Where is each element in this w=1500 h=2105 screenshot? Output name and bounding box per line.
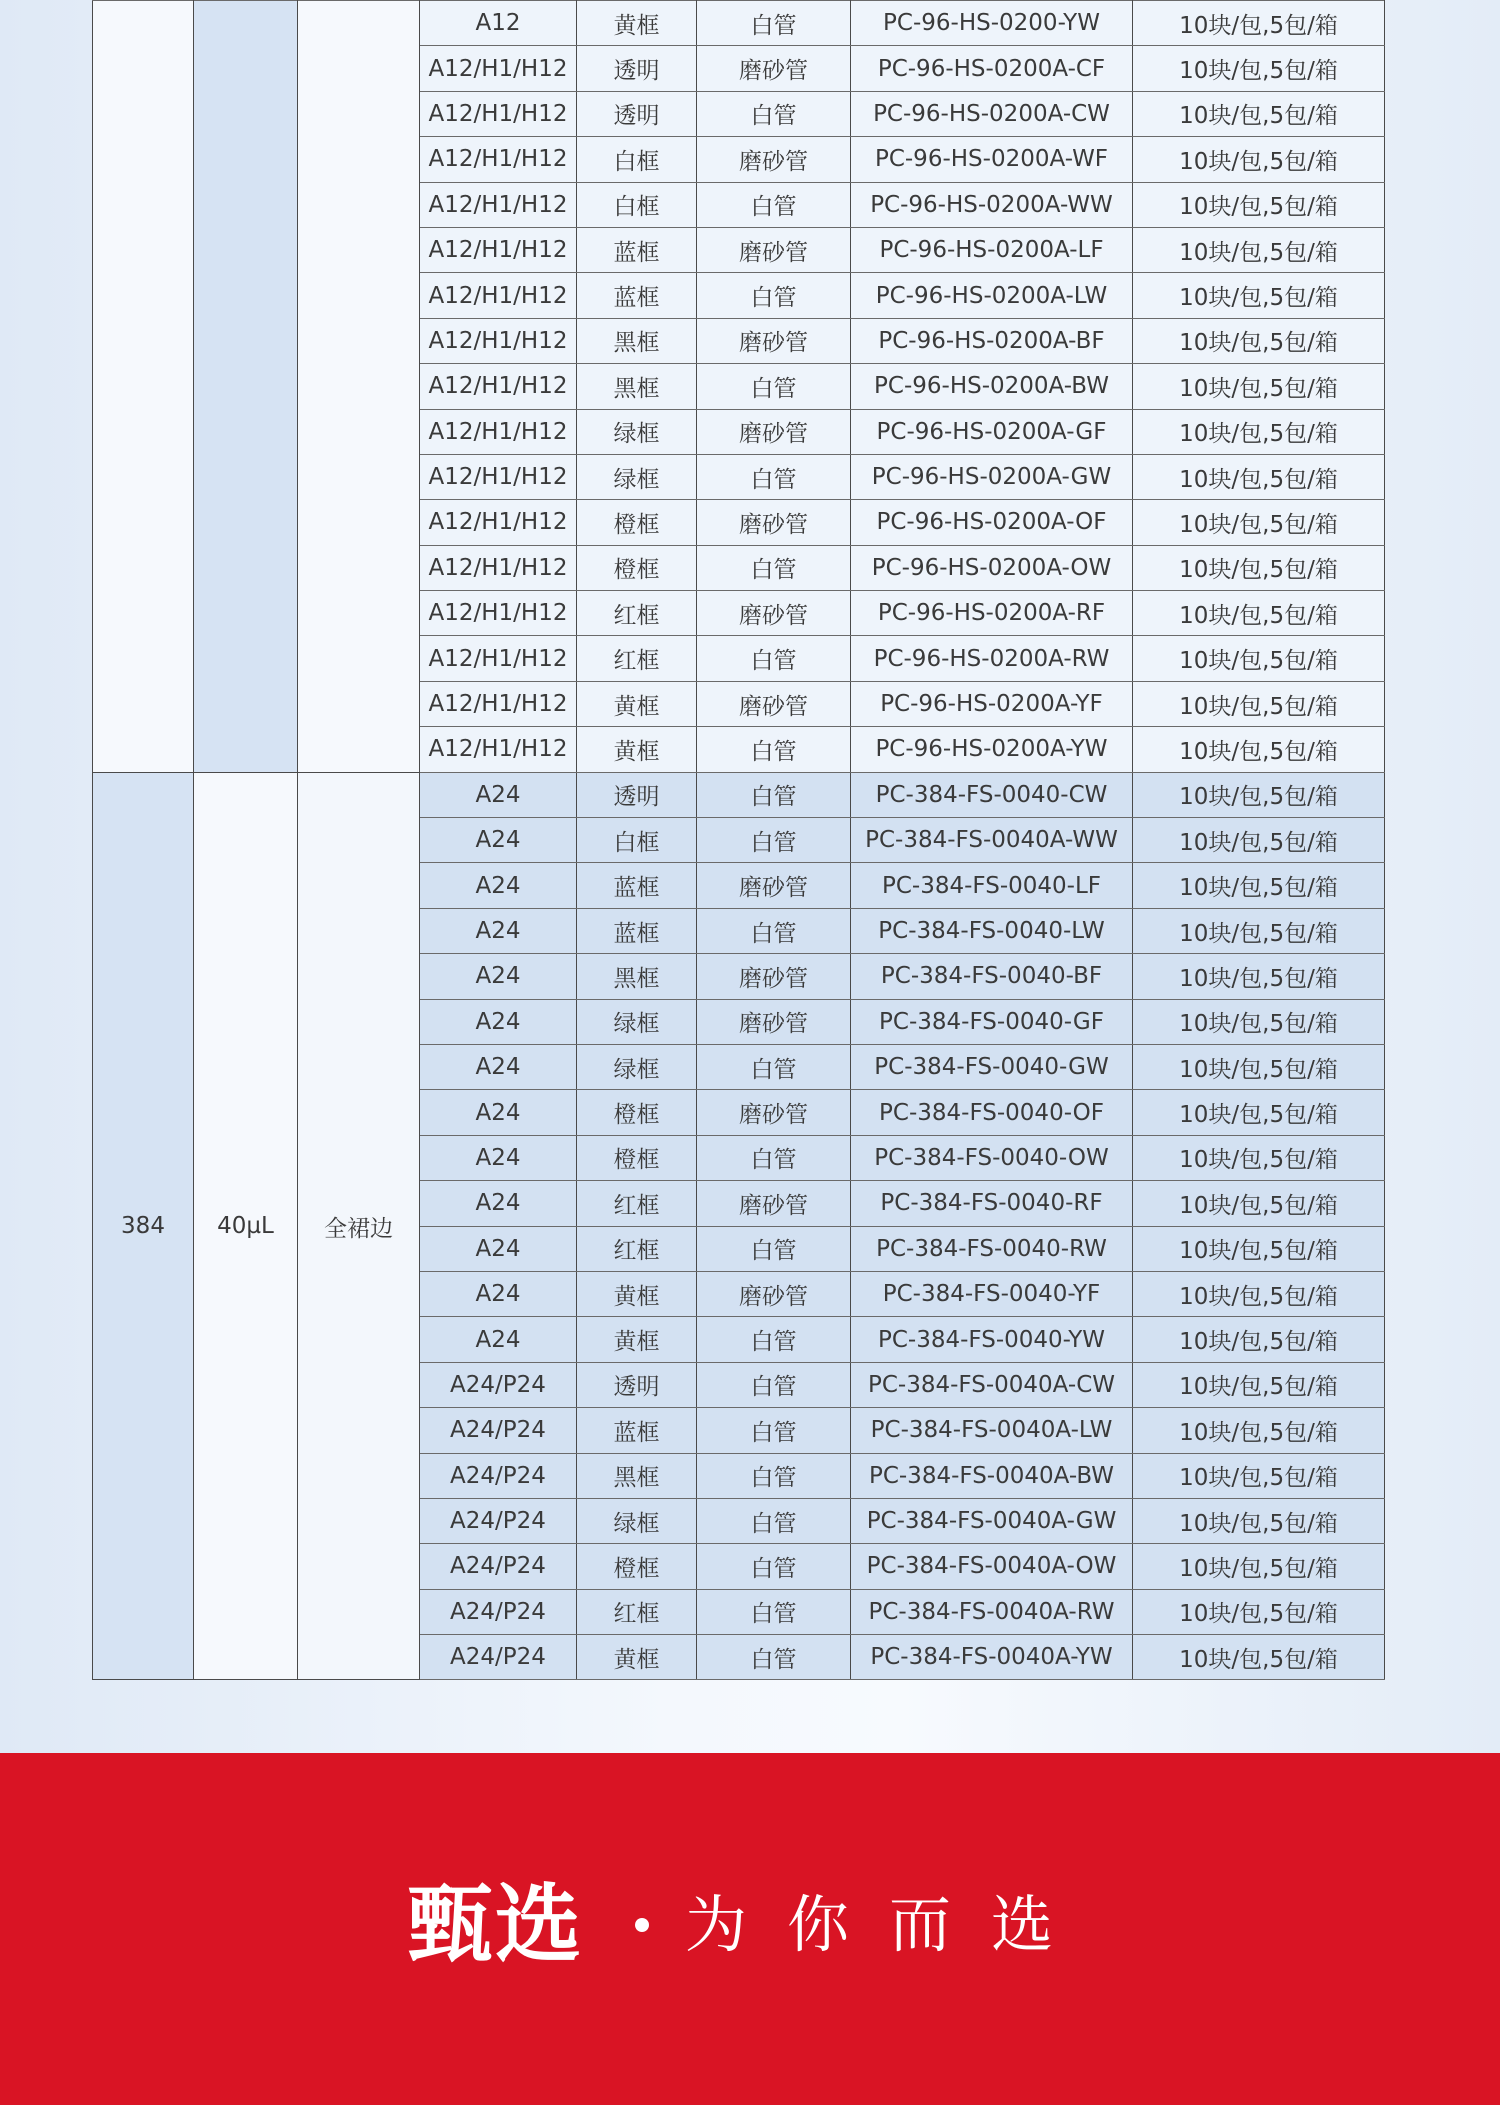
plate-format-cell: 384 [93, 772, 194, 1680]
frame-color-cell: 蓝框 [577, 908, 697, 953]
packaging-cell: 10块/包,5包/箱 [1133, 1453, 1385, 1498]
frame-color-cell: 白框 [577, 818, 697, 863]
tube-type-cell: 白管 [697, 1317, 851, 1362]
packaging-cell: 10块/包,5包/箱 [1133, 500, 1385, 545]
catalog-number-cell: PC-96-HS-0200A-GW [851, 454, 1133, 499]
packaging-cell: 10块/包,5包/箱 [1133, 137, 1385, 182]
skirt-type-cell [298, 1, 420, 773]
packaging-cell: 10块/包,5包/箱 [1133, 636, 1385, 681]
packaging-cell: 10块/包,5包/箱 [1133, 591, 1385, 636]
tube-type-cell: 白管 [697, 364, 851, 409]
table-row [93, 1, 1385, 46]
tube-type-cell: 白管 [697, 91, 851, 136]
frame-color-cell: 红框 [577, 591, 697, 636]
frame-color-cell: 黄框 [577, 1317, 697, 1362]
section-96-well-rows [93, 1, 1385, 773]
frame-color-cell: 黄框 [577, 681, 697, 726]
catalog-number-cell: PC-384-FS-0040A-BW [851, 1453, 1133, 1498]
well-format-cell: A24 [420, 908, 577, 953]
catalog-number-cell: PC-384-FS-0040A-LW [851, 1408, 1133, 1453]
well-format-cell: A12/H1/H12 [420, 409, 577, 454]
well-format-cell: A24 [420, 999, 577, 1044]
catalog-number-cell: PC-96-HS-0200A-OW [851, 545, 1133, 590]
well-format-cell: A24 [420, 1090, 577, 1135]
packaging-cell: 10块/包,5包/箱 [1133, 818, 1385, 863]
well-format-cell: A12/H1/H12 [420, 636, 577, 681]
catalog-number-cell: PC-384-FS-0040-RW [851, 1226, 1133, 1271]
well-format-cell: A12/H1/H12 [420, 182, 577, 227]
frame-color-cell: 黄框 [577, 727, 697, 772]
catalog-number-cell: PC-384-FS-0040-YF [851, 1271, 1133, 1316]
volume-cell [194, 1, 298, 773]
well-format-cell: A24/P24 [420, 1362, 577, 1407]
tube-type-cell: 白管 [697, 772, 851, 817]
catalog-number-cell: PC-384-FS-0040-GF [851, 999, 1133, 1044]
tube-type-cell: 磨砂管 [697, 1181, 851, 1226]
catalog-number-cell: PC-96-HS-0200A-YW [851, 727, 1133, 772]
catalog-number-cell: PC-96-HS-0200A-LF [851, 227, 1133, 272]
catalog-number-cell: PC-96-HS-0200A-CF [851, 46, 1133, 91]
frame-color-cell: 白框 [577, 182, 697, 227]
tube-type-cell: 磨砂管 [697, 954, 851, 999]
frame-color-cell: 黑框 [577, 954, 697, 999]
catalog-number-cell: PC-384-FS-0040-GW [851, 1044, 1133, 1089]
catalog-number-cell: PC-384-FS-0040A-YW [851, 1635, 1133, 1680]
catalog-number-cell: PC-96-HS-0200A-YF [851, 681, 1133, 726]
frame-color-cell: 橙框 [577, 1135, 697, 1180]
plate-format-cell [93, 1, 194, 773]
frame-color-cell: 绿框 [577, 1498, 697, 1543]
catalog-number-cell: PC-384-FS-0040-CW [851, 772, 1133, 817]
tube-type-cell: 磨砂管 [697, 46, 851, 91]
tube-type-cell: 白管 [697, 908, 851, 953]
packaging-cell: 10块/包,5包/箱 [1133, 364, 1385, 409]
frame-color-cell: 绿框 [577, 999, 697, 1044]
well-format-cell: A12/H1/H12 [420, 454, 577, 499]
frame-color-cell: 黑框 [577, 318, 697, 363]
tube-type-cell: 白管 [697, 273, 851, 318]
volume-cell: 40µL [194, 772, 298, 1680]
catalog-number-cell: PC-384-FS-0040A-GW [851, 1498, 1133, 1543]
catalog-number-cell: PC-96-HS-0200A-LW [851, 273, 1133, 318]
tube-type-cell: 磨砂管 [697, 863, 851, 908]
packaging-cell: 10块/包,5包/箱 [1133, 727, 1385, 772]
packaging-cell: 10块/包,5包/箱 [1133, 1090, 1385, 1135]
packaging-cell: 10块/包,5包/箱 [1133, 1408, 1385, 1453]
frame-color-cell: 透明 [577, 46, 697, 91]
tube-type-cell: 白管 [697, 1635, 851, 1680]
catalog-number-cell: PC-384-FS-0040-LW [851, 908, 1133, 953]
frame-color-cell: 橙框 [577, 500, 697, 545]
tube-type-cell: 磨砂管 [697, 137, 851, 182]
frame-color-cell: 黄框 [577, 1, 697, 46]
well-format-cell: A24 [420, 954, 577, 999]
frame-color-cell: 透明 [577, 1362, 697, 1407]
frame-color-cell: 绿框 [577, 409, 697, 454]
tube-type-cell: 磨砂管 [697, 318, 851, 363]
frame-color-cell: 绿框 [577, 454, 697, 499]
packaging-cell: 10块/包,5包/箱 [1133, 1181, 1385, 1226]
tube-type-cell: 磨砂管 [697, 500, 851, 545]
packaging-cell: 10块/包,5包/箱 [1133, 1044, 1385, 1089]
tube-type-cell: 磨砂管 [697, 591, 851, 636]
tube-type-cell: 白管 [697, 545, 851, 590]
frame-color-cell: 黑框 [577, 1453, 697, 1498]
packaging-cell: 10块/包,5包/箱 [1133, 545, 1385, 590]
well-format-cell: A24 [420, 863, 577, 908]
catalog-number-cell: PC-96-HS-0200A-RW [851, 636, 1133, 681]
frame-color-cell: 透明 [577, 772, 697, 817]
catalog-number-cell: PC-384-FS-0040-BF [851, 954, 1133, 999]
catalog-number-cell: PC-96-HS-0200A-WF [851, 137, 1133, 182]
catalog-number-cell: PC-384-FS-0040-OF [851, 1090, 1133, 1135]
tube-type-cell: 白管 [697, 1362, 851, 1407]
packaging-cell: 10块/包,5包/箱 [1133, 227, 1385, 272]
well-format-cell: A24/P24 [420, 1544, 577, 1589]
packaging-cell: 10块/包,5包/箱 [1133, 409, 1385, 454]
tube-type-cell: 磨砂管 [697, 681, 851, 726]
tube-type-cell: 白管 [697, 1, 851, 46]
packaging-cell: 10块/包,5包/箱 [1133, 1271, 1385, 1316]
tube-type-cell: 白管 [697, 727, 851, 772]
catalog-number-cell: PC-384-FS-0040-OW [851, 1135, 1133, 1180]
well-format-cell: A12/H1/H12 [420, 727, 577, 772]
frame-color-cell: 红框 [577, 1226, 697, 1271]
frame-color-cell: 红框 [577, 1589, 697, 1634]
table-row [93, 772, 1385, 817]
packaging-cell: 10块/包,5包/箱 [1133, 1589, 1385, 1634]
catalog-number-cell: PC-384-FS-0040A-OW [851, 1544, 1133, 1589]
packaging-cell: 10块/包,5包/箱 [1133, 1498, 1385, 1543]
catalog-number-cell: PC-384-FS-0040-RF [851, 1181, 1133, 1226]
packaging-cell: 10块/包,5包/箱 [1133, 772, 1385, 817]
frame-color-cell: 蓝框 [577, 227, 697, 272]
well-format-cell: A24 [420, 1135, 577, 1180]
tube-type-cell: 白管 [697, 636, 851, 681]
separator-dot-icon [635, 1918, 649, 1932]
well-format-cell: A12/H1/H12 [420, 137, 577, 182]
frame-color-cell: 蓝框 [577, 863, 697, 908]
packaging-cell: 10块/包,5包/箱 [1133, 908, 1385, 953]
well-format-cell: A24 [420, 1271, 577, 1316]
section-384-well-rows [93, 772, 1385, 1680]
catalog-number-cell: PC-384-FS-0040A-CW [851, 1362, 1133, 1407]
tube-type-cell: 白管 [697, 1226, 851, 1271]
well-format-cell: A12/H1/H12 [420, 318, 577, 363]
tube-type-cell: 白管 [697, 1498, 851, 1543]
well-format-cell: A12/H1/H12 [420, 227, 577, 272]
well-format-cell: A12/H1/H12 [420, 91, 577, 136]
frame-color-cell: 黑框 [577, 364, 697, 409]
catalog-number-cell: PC-96-HS-0200A-CW [851, 91, 1133, 136]
well-format-cell: A24 [420, 818, 577, 863]
well-format-cell: A24 [420, 1317, 577, 1362]
packaging-cell: 10块/包,5包/箱 [1133, 1317, 1385, 1362]
tube-type-cell: 白管 [697, 182, 851, 227]
frame-color-cell: 透明 [577, 91, 697, 136]
well-format-cell: A24 [420, 772, 577, 817]
well-format-cell: A24 [420, 1226, 577, 1271]
tube-type-cell: 白管 [697, 1408, 851, 1453]
packaging-cell: 10块/包,5包/箱 [1133, 1226, 1385, 1271]
tube-type-cell: 白管 [697, 818, 851, 863]
well-format-cell: A12/H1/H12 [420, 364, 577, 409]
packaging-cell: 10块/包,5包/箱 [1133, 318, 1385, 363]
well-format-cell: A12/H1/H12 [420, 681, 577, 726]
packaging-cell: 10块/包,5包/箱 [1133, 954, 1385, 999]
skirt-type-cell: 全裙边 [298, 772, 420, 1680]
packaging-cell: 10块/包,5包/箱 [1133, 1, 1385, 46]
packaging-cell: 10块/包,5包/箱 [1133, 46, 1385, 91]
packaging-cell: 10块/包,5包/箱 [1133, 454, 1385, 499]
catalog-number-cell: PC-96-HS-0200A-BF [851, 318, 1133, 363]
product-spec-table [92, 0, 1385, 1680]
tube-type-cell: 白管 [697, 1135, 851, 1180]
well-format-cell: A12/H1/H12 [420, 545, 577, 590]
frame-color-cell: 橙框 [577, 1544, 697, 1589]
packaging-cell: 10块/包,5包/箱 [1133, 999, 1385, 1044]
well-format-cell: A12/H1/H12 [420, 273, 577, 318]
frame-color-cell: 红框 [577, 636, 697, 681]
tube-type-cell: 磨砂管 [697, 999, 851, 1044]
frame-color-cell: 橙框 [577, 1090, 697, 1135]
packaging-cell: 10块/包,5包/箱 [1133, 681, 1385, 726]
frame-color-cell: 绿框 [577, 1044, 697, 1089]
tube-type-cell: 磨砂管 [697, 227, 851, 272]
tube-type-cell: 白管 [697, 1453, 851, 1498]
catalog-number-cell: PC-384-FS-0040A-WW [851, 818, 1133, 863]
catalog-number-cell: PC-96-HS-0200A-WW [851, 182, 1133, 227]
tube-type-cell: 白管 [697, 1589, 851, 1634]
tube-type-cell: 磨砂管 [697, 409, 851, 454]
well-format-cell: A12/H1/H12 [420, 500, 577, 545]
catalog-number-cell: PC-384-FS-0040-YW [851, 1317, 1133, 1362]
catalog-number-cell: PC-96-HS-0200A-BW [851, 364, 1133, 409]
frame-color-cell: 蓝框 [577, 1408, 697, 1453]
well-format-cell: A24/P24 [420, 1453, 577, 1498]
tube-type-cell: 磨砂管 [697, 1090, 851, 1135]
well-format-cell: A12/H1/H12 [420, 591, 577, 636]
packaging-cell: 10块/包,5包/箱 [1133, 1362, 1385, 1407]
product-spec-table-wrapper [92, 0, 1384, 1680]
tube-type-cell: 白管 [697, 454, 851, 499]
well-format-cell: A24/P24 [420, 1635, 577, 1680]
catalog-number-cell: PC-96-HS-0200A-GF [851, 409, 1133, 454]
catalog-number-cell: PC-384-FS-0040A-RW [851, 1589, 1133, 1634]
frame-color-cell: 红框 [577, 1181, 697, 1226]
frame-color-cell: 黄框 [577, 1271, 697, 1316]
frame-color-cell: 白框 [577, 137, 697, 182]
packaging-cell: 10块/包,5包/箱 [1133, 1135, 1385, 1180]
well-format-cell: A24/P24 [420, 1589, 577, 1634]
catalog-number-cell: PC-96-HS-0200A-RF [851, 591, 1133, 636]
well-format-cell: A24 [420, 1181, 577, 1226]
well-format-cell: A24/P24 [420, 1498, 577, 1543]
frame-color-cell: 蓝框 [577, 273, 697, 318]
packaging-cell: 10块/包,5包/箱 [1133, 1544, 1385, 1589]
well-format-cell: A12 [420, 1, 577, 46]
catalog-number-cell: PC-96-HS-0200A-OF [851, 500, 1133, 545]
tube-type-cell: 磨砂管 [697, 1271, 851, 1316]
packaging-cell: 10块/包,5包/箱 [1133, 91, 1385, 136]
catalog-number-cell: PC-384-FS-0040-LF [851, 863, 1133, 908]
frame-color-cell: 黄框 [577, 1635, 697, 1680]
brand-tagline: 为你而选 [684, 1888, 1093, 1961]
well-format-cell: A24 [420, 1044, 577, 1089]
tube-type-cell: 白管 [697, 1544, 851, 1589]
packaging-cell: 10块/包,5包/箱 [1133, 863, 1385, 908]
frame-color-cell: 橙框 [577, 545, 697, 590]
catalog-number-cell: PC-96-HS-0200-YW [851, 1, 1133, 46]
well-format-cell: A12/H1/H12 [420, 46, 577, 91]
brand-logo-text: 甄选 [406, 1875, 583, 1975]
packaging-cell: 10块/包,5包/箱 [1133, 1635, 1385, 1680]
well-format-cell: A24/P24 [420, 1408, 577, 1453]
packaging-cell: 10块/包,5包/箱 [1133, 182, 1385, 227]
packaging-cell: 10块/包,5包/箱 [1133, 273, 1385, 318]
footer-slogan [0, 1875, 1500, 1975]
tube-type-cell: 白管 [697, 1044, 851, 1089]
